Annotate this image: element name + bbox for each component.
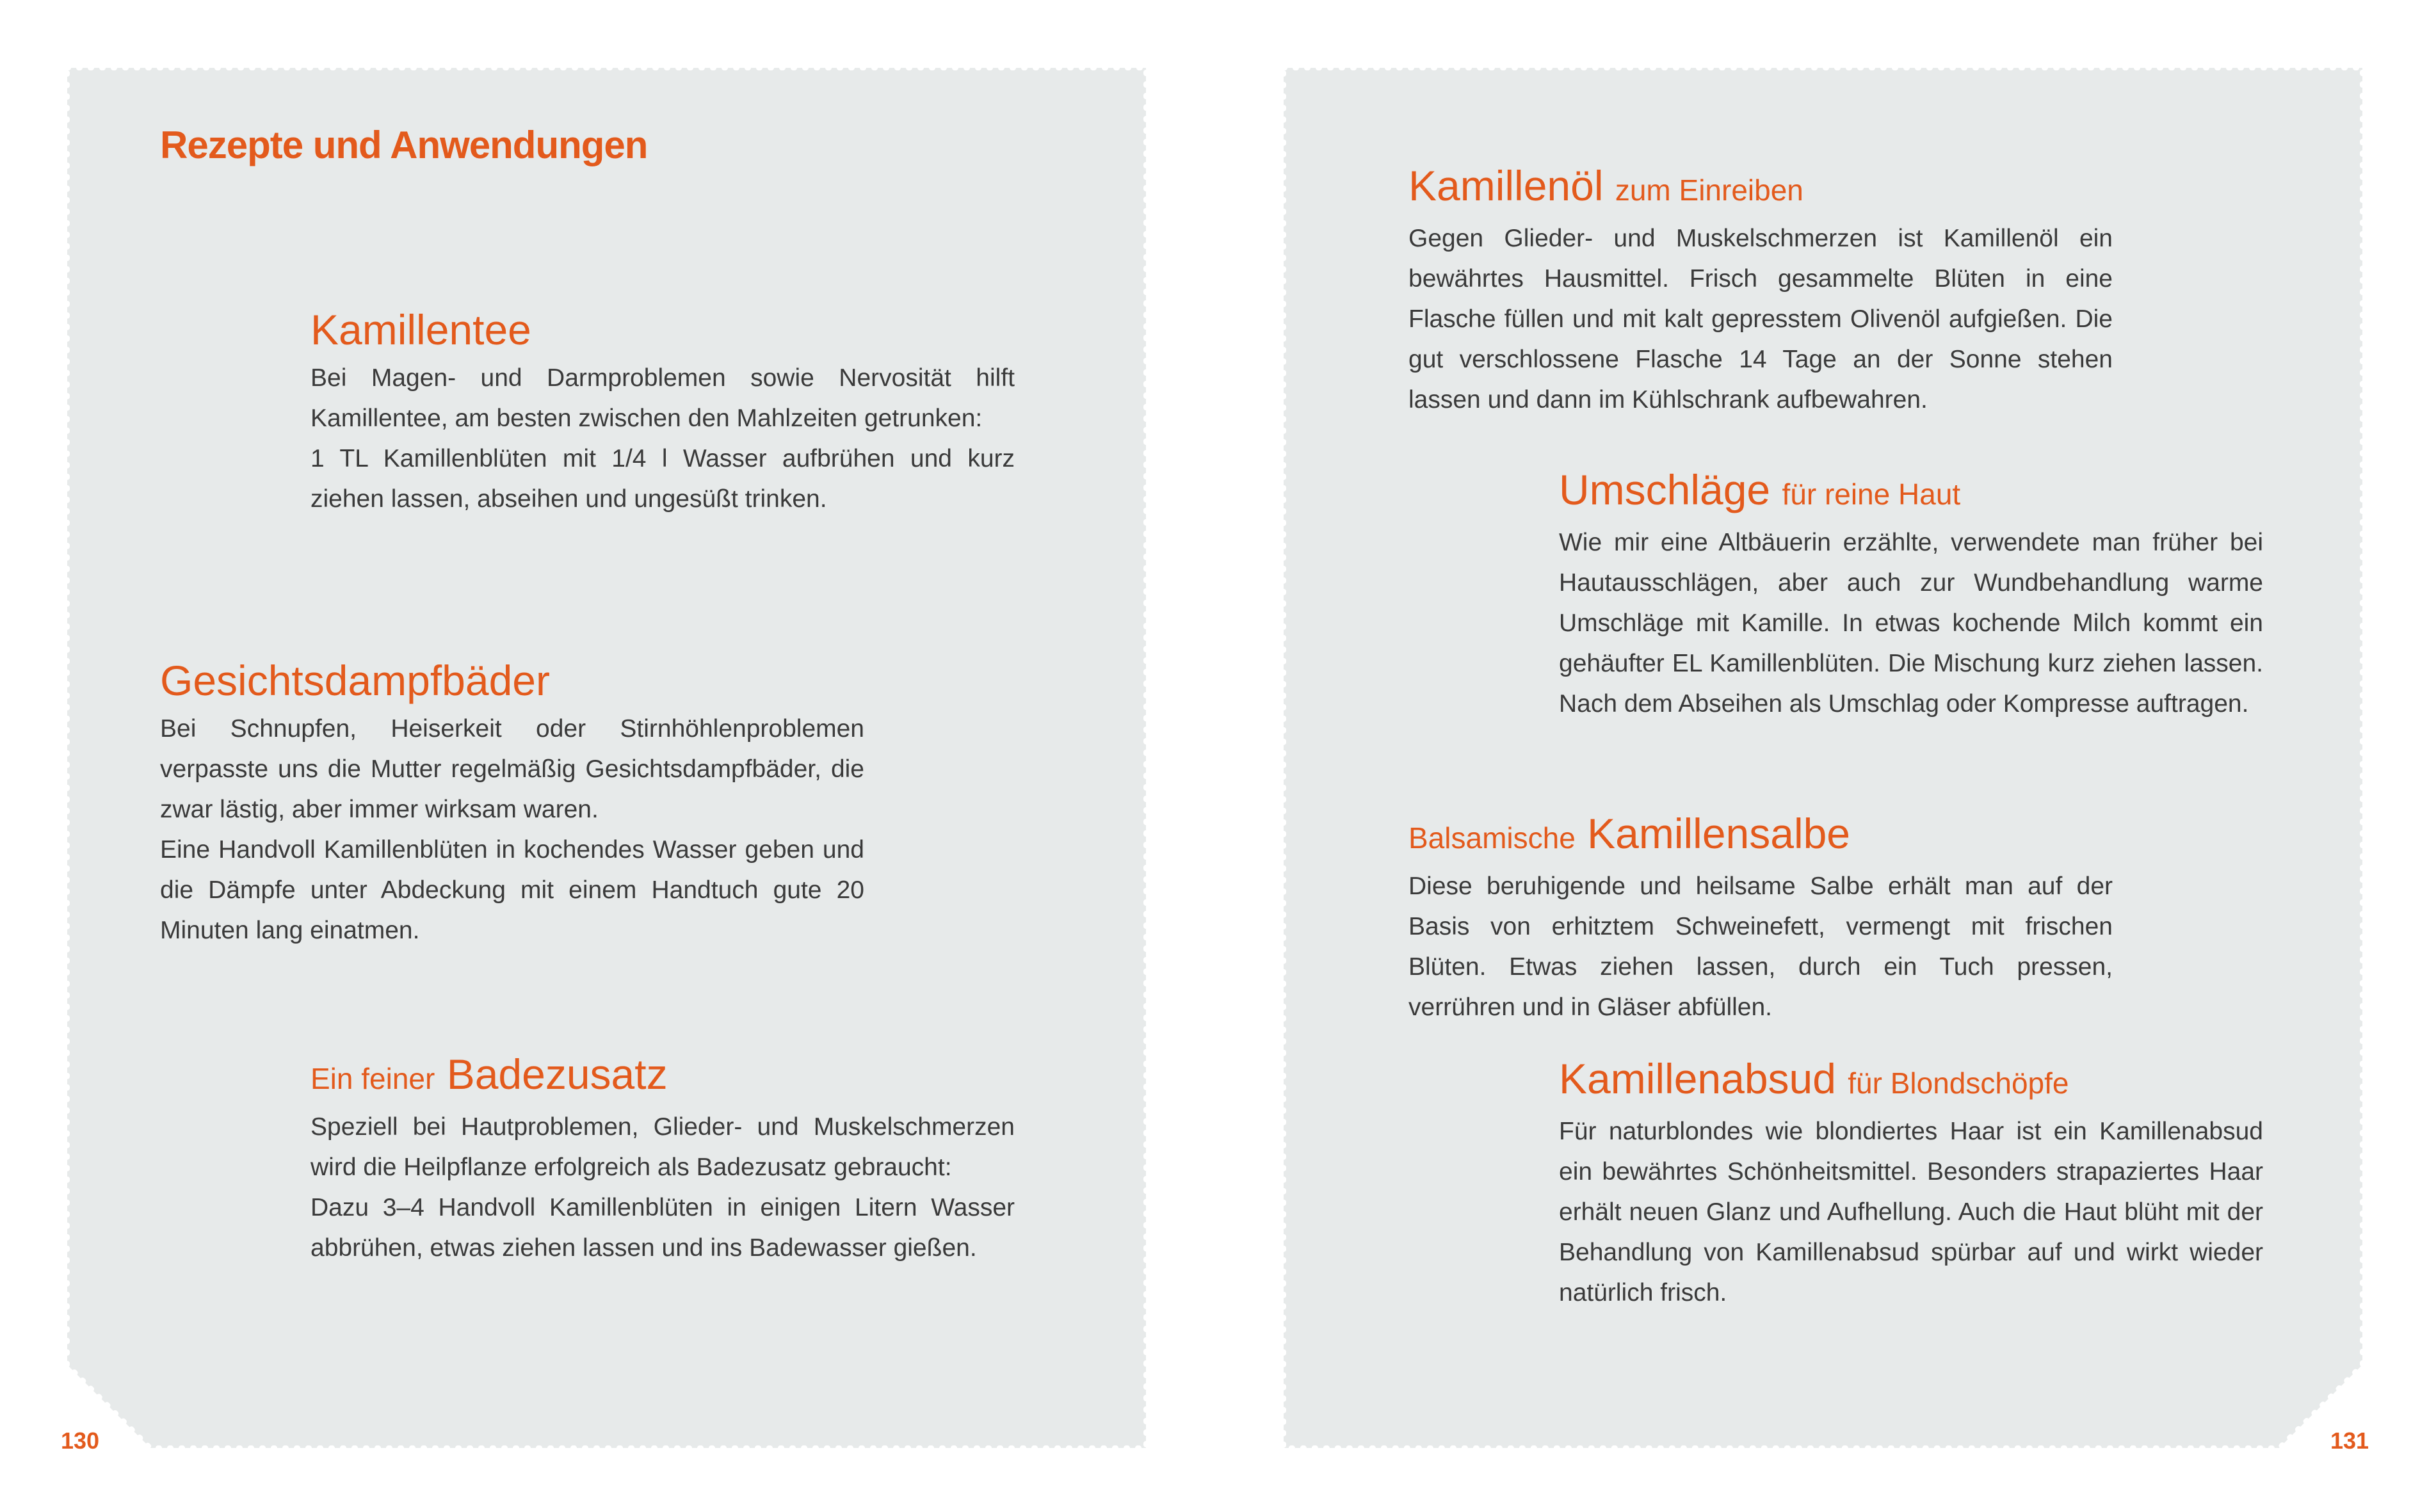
section-title bbox=[311, 1049, 1015, 1104]
section-body bbox=[1408, 218, 2113, 420]
paragraph: Gegen Glieder- und Muskelschmerzen ist Kamillenöl ein bewährtes Hausmittel. Frisch gesammelte Blüten in eine Flasche füllen und mit kalt gepresstem Olivenöl aufgießen. Die gut verschlossene Flasche 14 Tage an der Sonne stehen lassen und dann im Kühlschrank aufbewahren. bbox=[1408, 225, 2113, 414]
section-body bbox=[160, 709, 864, 951]
title-main: Kamillenöl bbox=[1408, 162, 1604, 209]
section-title bbox=[1559, 1053, 2263, 1109]
paragraph: Für naturblondes wie blondiertes Haar ist ein Kamillenabsud ein bewährtes Schönheitsmittel. Besonders strapaziertes Haar erhält neuen Glanz und Aufhellung. Auch die Haut blüht mit der Behandlung von Kamillenabsud spürbar auf und wirkt wieder natürlich frisch. bbox=[1559, 1118, 2263, 1307]
paragraph: Diese beruhigende und heilsame Salbe erhält man auf der Basis von erhitztem Schweinefett, vermengt mit frischen Blüten. Etwas ziehen lassen, durch ein Tuch pressen, verrühren und in Gläser abfüllen. bbox=[1408, 873, 2113, 1021]
section-umschlaege bbox=[1559, 464, 2263, 724]
title-main: Badezusatz bbox=[446, 1050, 668, 1098]
paragraph: 1 TL Kamillenblüten mit 1/4 l Wasser aufbrühen und kurz ziehen lassen, abseihen und ungesüßt trinken. bbox=[311, 445, 1015, 513]
section-kamillentee bbox=[311, 304, 1015, 519]
title-main: Kamillenabsud bbox=[1559, 1055, 1836, 1102]
section-title bbox=[1559, 464, 2263, 520]
title-suffix: für Blondschöpfe bbox=[1848, 1066, 2069, 1100]
page-number: 131 bbox=[2330, 1428, 2369, 1454]
paragraph: Dazu 3–4 Handvoll Kamillenblüten in einigen Litern Wasser abbrühen, etwas ziehen lassen und ins Badewasser gießen. bbox=[311, 1194, 1015, 1262]
section-kamillensalbe bbox=[1408, 808, 2113, 1027]
page-heading: Rezepte und Anwendungen bbox=[160, 124, 648, 166]
section-body bbox=[311, 358, 1015, 519]
paragraph: Bei Magen- und Darmproblemen sowie Nervosität hilft Kamillentee, am besten zwischen den Mahlzeiten getrunken: bbox=[311, 364, 1015, 432]
section-kamillenabsud bbox=[1559, 1053, 2263, 1313]
section-kamillenoel bbox=[1408, 160, 2113, 420]
paragraph: Wie mir eine Altbäuerin erzählte, verwendete man früher bei Hautausschlägen, aber auch zur Wundbehandlung warme Umschläge mit Kamille. In etwas kochende Milch kommt ein gehäufter EL Kamillenblüten. Die Mischung kurz ziehen lassen. Nach dem Abseihen als Umschlag oder Kompresse auftragen. bbox=[1559, 529, 2263, 718]
section-title bbox=[1408, 160, 2113, 216]
title-suffix: für reine Haut bbox=[1782, 478, 1961, 511]
section-title: Kamillentee bbox=[311, 306, 531, 353]
section-title: Gesichtsdampfbäder bbox=[160, 657, 550, 704]
section-gesichtsdampfbaeder bbox=[160, 655, 864, 951]
page-number: 130 bbox=[61, 1428, 100, 1454]
section-body bbox=[1559, 1111, 2263, 1313]
title-main: Kamillensalbe bbox=[1587, 810, 1851, 857]
section-body bbox=[1408, 866, 2113, 1027]
title-prefix: Balsamische bbox=[1408, 821, 1576, 855]
title-main: Umschläge bbox=[1559, 466, 1771, 513]
section-badezusatz bbox=[311, 1049, 1015, 1268]
title-suffix: zum Einreiben bbox=[1615, 173, 1803, 207]
paragraph: Bei Schnupfen, Heiserkeit oder Stirnhöhlenproblemen verpasste uns die Mutter regelmäßig Gesichtsdampfbäder, die zwar lästig, aber immer wirksam waren. bbox=[160, 715, 864, 823]
section-title bbox=[1408, 808, 2113, 864]
section-body bbox=[311, 1107, 1015, 1268]
paragraph: Speziell bei Hautproblemen, Glieder- und Muskelschmerzen wird die Heilpflanze erfolgreich als Badezusatz gebraucht: bbox=[311, 1113, 1015, 1181]
section-body bbox=[1559, 522, 2263, 724]
title-prefix: Ein feiner bbox=[311, 1062, 435, 1095]
paragraph: Eine Handvoll Kamillenblüten in kochendes Wasser geben und die Dämpfe unter Abdeckung mit einem Handtuch gute 20 Minuten lang einatmen. bbox=[160, 836, 864, 944]
